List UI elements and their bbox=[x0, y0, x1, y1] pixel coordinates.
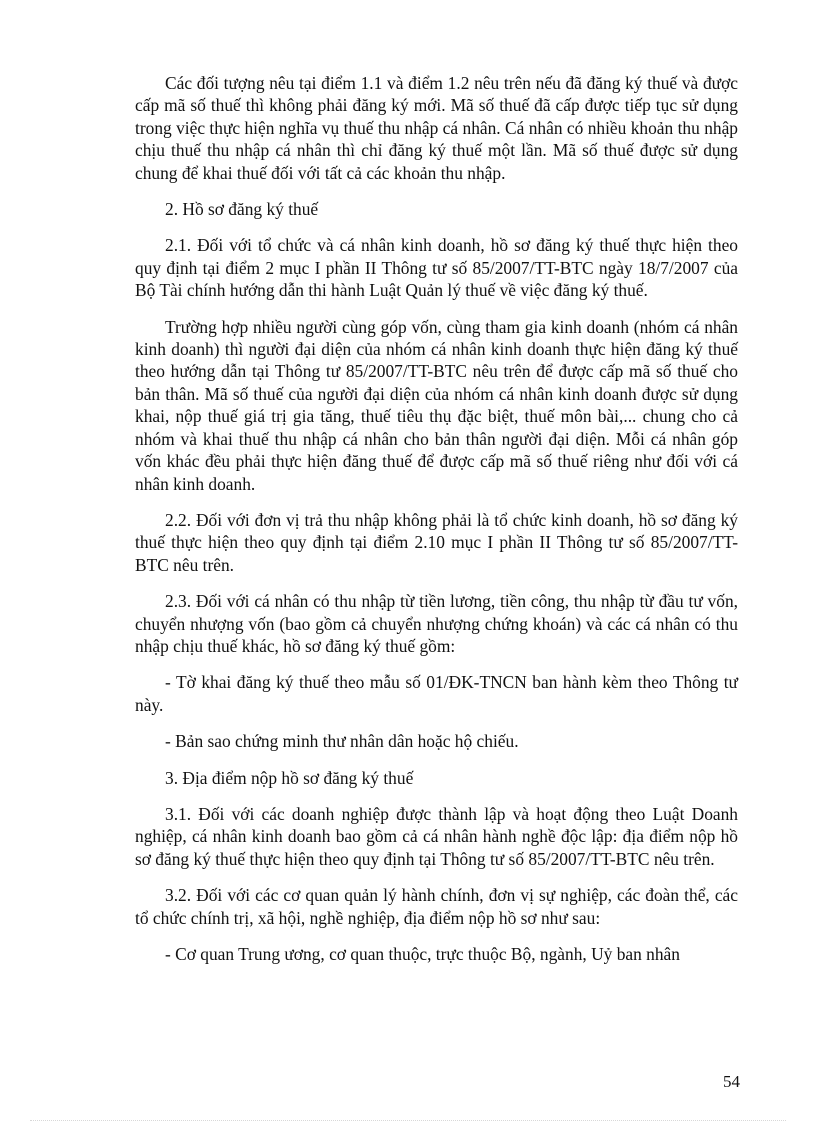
paragraph-2-1: 2.1. Đối với tổ chức và cá nhân kinh doanh, hồ sơ đăng ký thuế thực hiện theo quy định tại điểm 2 mục I phần II Thông tư số 85/2007/TT-BTC ngày 18/7/2007 của Bộ Tài chính hướng dẫn thi hành Luật Quản lý thuế về việc đăng ký thuế. bbox=[135, 235, 738, 301]
heading-submission-location: 3. Địa điểm nộp hồ sơ đăng ký thuế bbox=[165, 767, 414, 788]
document-body bbox=[135, 72, 738, 979]
paragraph-group-business: Trường hợp nhiều người cùng góp vốn, cùng tham gia kinh doanh (nhóm cá nhân kinh doanh) thì người đại diện của nhóm cá nhân kinh doanh thực hiện đăng ký thuế theo hướng dẫn tại Thông tư 85/2007/TT-BTC nêu trên để được cấp mã số thuế cho bản thân. Mã số thuế của người đại diện của nhóm cá nhân kinh doanh được sử dụng khai, nộp thuế giá trị gia tăng, thuế tiêu thụ đặc biệt, thuế môn bài,... chung cho cả nhóm và khai thuế thu nhập cá nhân cho bản thân người đại diện. Mỗi cá nhân góp vốn khác đều phải thực hiện đăng thuế để được cấp mã số thuế riêng như đối với cá nhân kinh doanh. bbox=[135, 316, 738, 494]
heading-registration-dossier: 2. Hồ sơ đăng ký thuế bbox=[165, 199, 319, 220]
paragraph-2-2: 2.2. Đối với đơn vị trả thu nhập không phải là tổ chức kinh doanh, hồ sơ đăng ký thuế thực hiện theo quy định tại điểm 2.10 mục I phần II Thông tư số 85/2007/TT-BTC nêu trên. bbox=[135, 509, 738, 575]
list-item-central-agencies: - Cơ quan Trung ương, cơ quan thuộc, trực thuộc Bộ, ngành, Uỷ ban nhân bbox=[165, 944, 680, 964]
footer-divider bbox=[30, 1120, 786, 1121]
paragraph-3-1: 3.1. Đối với các doanh nghiệp được thành lập và hoạt động theo Luật Doanh nghiệp, cá nhân kinh doanh bao gồm cả cá nhân hành nghề độc lập: địa điểm nộp hồ sơ đăng ký thuế thực hiện theo quy định tại Thông tư số 85/2007/TT-BTC nêu trên. bbox=[135, 803, 738, 869]
list-item-id-copy: - Bản sao chứng minh thư nhân dân hoặc hộ chiếu. bbox=[165, 731, 519, 752]
paragraph-2-3: 2.3. Đối với cá nhân có thu nhập từ tiền lương, tiền công, thu nhập từ đầu tư vốn, chuyển nhượng vốn (bao gồm cả chuyển nhượng chứng khoán) và các cá nhân có thu nhập chịu thuế khác, hồ sơ đăng ký thuế gồm: bbox=[135, 591, 738, 656]
page-number: 54 bbox=[723, 1072, 740, 1091]
paragraph-3-2: 3.2. Đối với các cơ quan quản lý hành chính, đơn vị sự nghiệp, các đoàn thể, các tổ chức chính trị, xã hội, nghề nghiệp, địa điểm nộp hồ sơ như sau: bbox=[135, 885, 738, 928]
list-item-declaration-form: - Tờ khai đăng ký thuế theo mẫu số 01/ĐK-TNCN ban hành kèm theo Thông tư này. bbox=[135, 672, 738, 715]
paragraph-registered-taxpayers: Các đối tượng nêu tại điểm 1.1 và điểm 1.2 nêu trên nếu đã đăng ký thuế và được cấp mã số thuế thì không phải đăng ký mới. Mã số thuế đã cấp được tiếp tục sử dụng trong việc thực hiện nghĩa vụ thuế thu nhập cá nhân. Cá nhân có nhiều khoản thu nhập chịu thuế thu nhập cá nhân thì chỉ đăng ký thuế một lần. Mã số thuế được sử dụng chung để khai thuế đối với tất cả các khoản thu nhập. bbox=[135, 73, 738, 183]
